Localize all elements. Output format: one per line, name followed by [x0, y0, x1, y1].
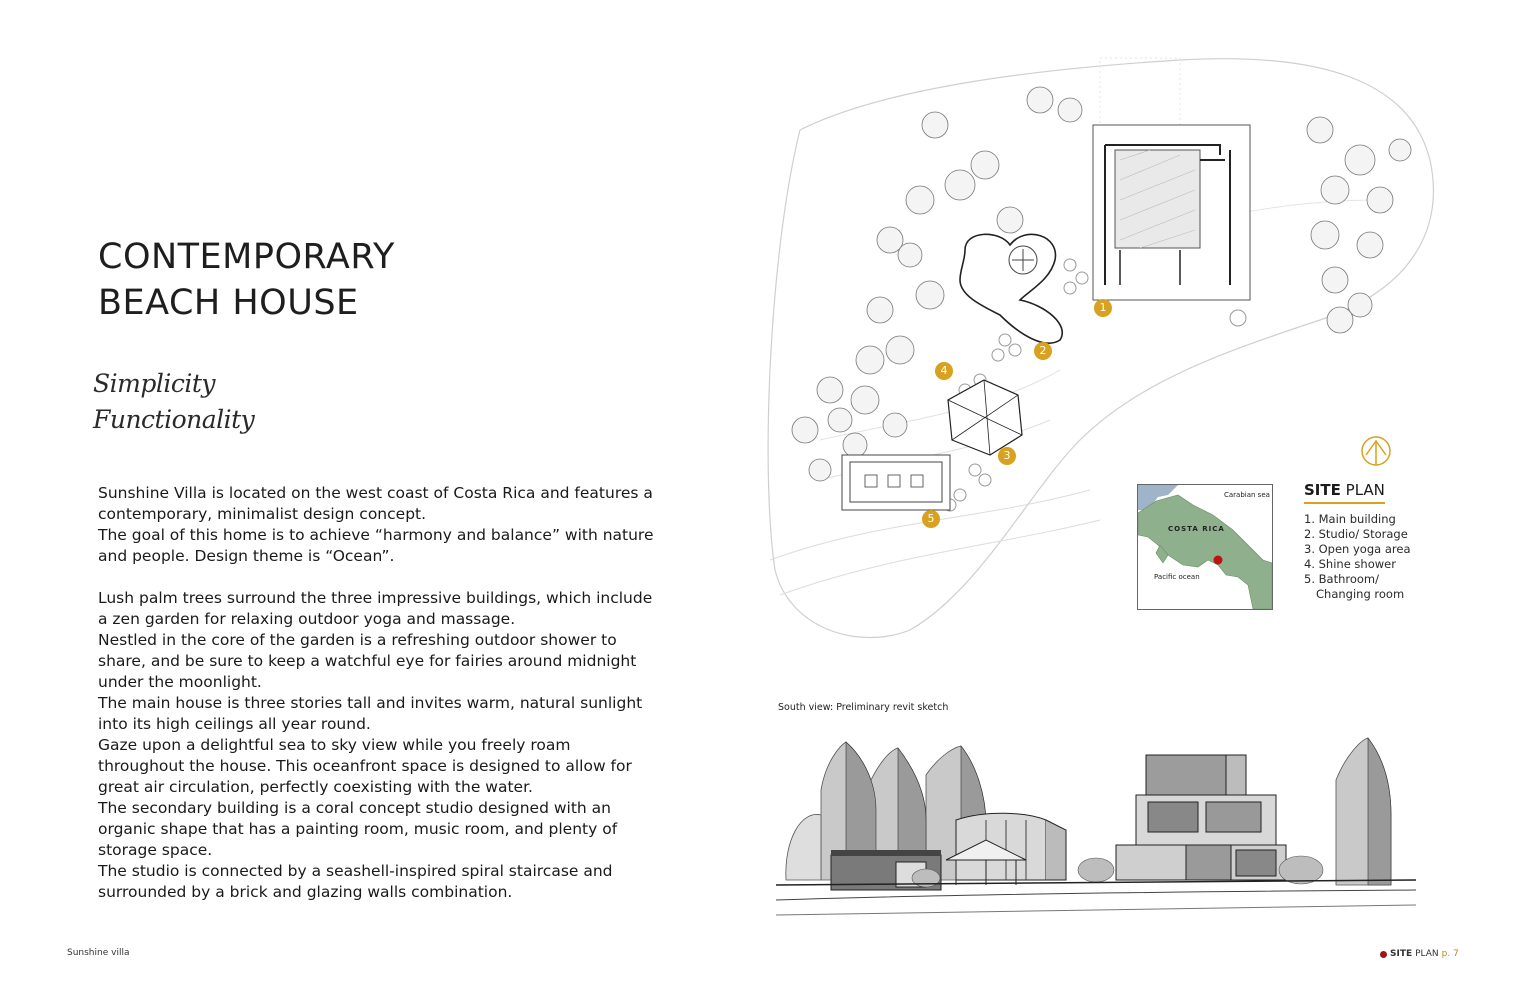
- legend-item: Changing room: [1316, 587, 1405, 601]
- legend-title-bold: SITE: [1304, 481, 1341, 499]
- footer-section-rest: PLAN: [1415, 949, 1439, 959]
- legend-title: [1304, 481, 1385, 504]
- subtitle-line-2: Functionality: [93, 405, 255, 434]
- south-view-caption: South view: Preliminary revit sketch: [778, 702, 949, 713]
- marker-3: 3: [998, 447, 1016, 465]
- subtitle-line-1: Simplicity: [93, 369, 215, 398]
- body-text: [98, 483, 658, 903]
- map-label-pacific: Pacific ocean: [1154, 573, 1200, 581]
- south-view-sketch: [776, 720, 1416, 925]
- page-title: [98, 234, 395, 326]
- map-label-country: COSTA RICA: [1168, 525, 1225, 533]
- paragraph: The studio is connected by a seashell-inspired spiral staircase and surrounded by a brick and glazing walls combination.: [98, 862, 613, 901]
- location-map: [1137, 484, 1273, 610]
- marker-2: 2: [1034, 342, 1052, 360]
- legend-title-rest: PLAN: [1340, 481, 1385, 499]
- footer-right: [1380, 949, 1459, 959]
- map-label-caribbean: Carabian sea: [1224, 491, 1270, 499]
- footer-section-bold: SITE: [1390, 949, 1413, 959]
- marker-1: 1: [1094, 299, 1112, 317]
- legend-list: [1304, 512, 1414, 602]
- north-arrow-icon: [1360, 435, 1392, 467]
- legend-item: 4. Shine shower: [1304, 557, 1396, 571]
- paragraph: The secondary building is a coral concept studio designed with an organic shape that has a painting room, music room, and plenty of storage space.: [98, 799, 618, 859]
- marker-4: 4: [935, 362, 953, 380]
- legend-item: 1. Main building: [1304, 512, 1396, 526]
- footer-dot-icon: [1380, 951, 1387, 958]
- legend-item: 3. Open yoga area: [1304, 542, 1411, 556]
- paragraph: Sunshine Villa is located on the west coast of Costa Rica and features a contemporary, minimalist design concept.: [98, 484, 653, 523]
- title-line-1: CONTEMPORARY: [98, 237, 395, 277]
- paragraph: Gaze upon a delightful sea to sky view while you freely roam throughout the house. This oceanfront space is designed to allow for great air circulation, perfectly coexisting with the water.: [98, 736, 632, 796]
- marker-5: 5: [922, 510, 940, 528]
- paragraph: Nestled in the core of the garden is a refreshing outdoor shower to share, and be sure to keep a watchful eye for fairies around midnight under the moonlight.: [98, 631, 637, 691]
- footer-page-number: p. 7: [1441, 949, 1459, 959]
- legend-item: 2. Studio/ Storage: [1304, 527, 1408, 541]
- paragraph: The main house is three stories tall and invites warm, natural sunlight into its high ceilings all year round.: [98, 694, 643, 733]
- footer-left: Sunshine villa: [67, 948, 130, 958]
- subtitle: [93, 366, 254, 438]
- legend-item: 5. Bathroom/: [1304, 572, 1379, 586]
- title-line-2: BEACH HOUSE: [98, 283, 359, 323]
- paragraph: Lush palm trees surround the three impressive buildings, which include a zen garden for relaxing outdoor yoga and massage.: [98, 589, 653, 628]
- paragraph: The goal of this home is to achieve “harmony and balance” with nature and people. Design theme is “Ocean”.: [98, 526, 654, 565]
- map-drawing: [1138, 485, 1272, 609]
- site-plan-legend: [1304, 480, 1414, 602]
